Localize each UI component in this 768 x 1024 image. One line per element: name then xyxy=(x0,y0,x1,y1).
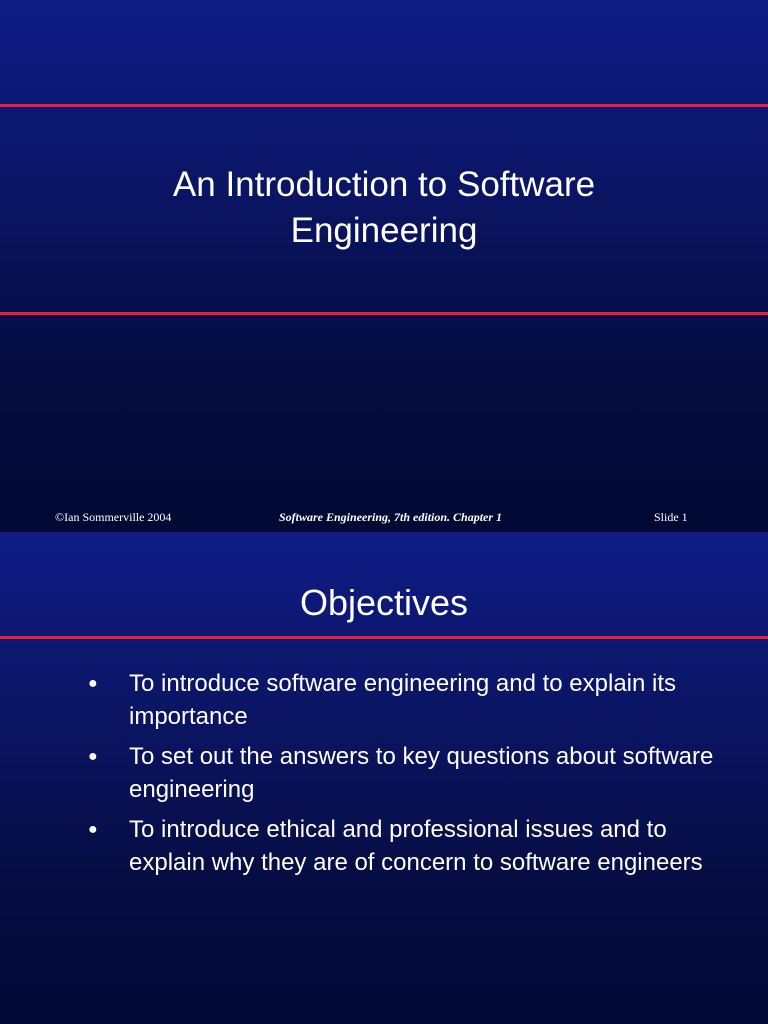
slide-2-title: Objectives xyxy=(299,582,469,623)
bullet-icon: ● xyxy=(88,821,98,838)
list-item xyxy=(88,667,738,733)
objectives-list xyxy=(88,667,738,886)
footer-slide-number: Slide 1 xyxy=(654,510,688,524)
bullet-text: To introduce software engineering and to explain its importance xyxy=(129,670,677,730)
bottom-rule xyxy=(0,312,768,315)
title-line-2: Engineering xyxy=(290,211,478,250)
footer-book-title: Software Engineering, 7th edition. Chapter 1 xyxy=(279,510,503,524)
title-line-1: An Introduction to Software xyxy=(172,165,596,204)
top-rule xyxy=(0,104,768,107)
slide-1-title xyxy=(0,162,768,254)
list-item xyxy=(88,740,738,806)
bullet-icon: ● xyxy=(88,675,98,692)
bullet-icon: ● xyxy=(88,748,98,765)
bullet-text: To set out the answers to key questions about software engineering xyxy=(129,743,714,803)
slide-2 xyxy=(0,532,768,1024)
list-item xyxy=(88,813,738,879)
bullet-text: To introduce ethical and professional issues and to explain why they are of concern to software engineers xyxy=(129,816,703,876)
title-rule xyxy=(0,636,768,639)
footer-copyright: ©Ian Sommerville 2004 xyxy=(55,510,172,524)
